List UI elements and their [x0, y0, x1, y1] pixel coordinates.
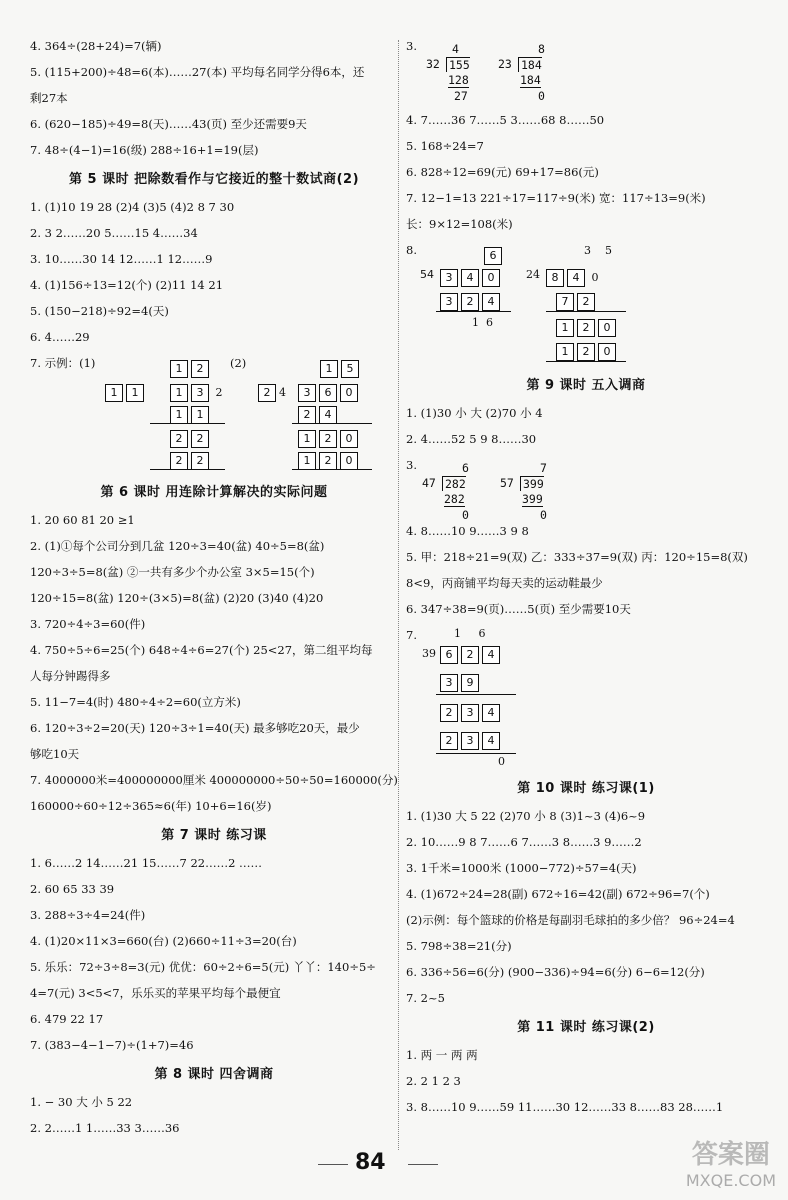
answer-line: 160000÷60÷12÷365≈6(年) 10+6=16(岁)	[30, 799, 272, 813]
answer-line: 2. (1)①每个公司分到几盆 120÷3=40(盆) 40÷5=8(盆)	[30, 539, 325, 553]
footer-rule	[318, 1164, 348, 1165]
puzzle-quotient: 1 2	[170, 357, 212, 378]
column-divider	[398, 40, 399, 1150]
answer-line: 4. 750÷5÷6=25(个) 648÷4÷6=27(个) 25<27，第二组平均每	[30, 643, 373, 657]
answer-line: 120÷3÷5=8(盆) ②一共有多少个办公室 3×5=15(个)	[30, 565, 315, 579]
answer-line: (2)	[230, 356, 247, 370]
answer-line: 5. (115+200)÷48=6(本)……27(本) 平均每名同学分得6本，还	[30, 65, 365, 79]
puzzle-quotient: 1 6	[454, 627, 486, 640]
lesson-heading: 第 6 课时 用连除计算解决的实际问题	[100, 485, 328, 500]
puzzle-quotient: 3 5	[584, 244, 612, 257]
answer-line: 1. 两 一 两 两	[406, 1048, 478, 1062]
answer-line: 6. 828÷12=69(元) 69+17=86(元)	[406, 165, 599, 179]
answer-line: 7. 12−1=13 221÷17=117÷9(米) 宽：117÷13=9(米)	[406, 191, 706, 205]
answer-line: 7. 4000000米=400000000厘米 400000000÷50÷50=160000(分)	[30, 773, 398, 787]
puzzle-divisor: 54	[420, 268, 434, 281]
answer-line: 1. − 30 大 小 5 22	[30, 1095, 133, 1109]
puzzle-dividend: 3 6 0	[298, 381, 361, 402]
page-number: 84	[355, 1150, 386, 1175]
divisor: 32	[426, 57, 440, 71]
answer-line: 2. 10……9 8 7……6 7……3 8……3 9……2	[406, 835, 642, 849]
puzzle-dividend: 1 3 2	[170, 381, 223, 402]
answer-line: 6. 120÷3÷2=20(天) 120÷3÷1=40(天) 最多够吃20天，最少	[30, 721, 360, 735]
puzzle-divisor: 24	[526, 268, 540, 281]
subtrahend: 282	[444, 492, 465, 506]
answer-line: 够吃10天	[30, 747, 80, 761]
answer-line: 4. 8……10 9……3 9 8	[406, 524, 529, 538]
answer-line: 2. 4……52 5 9 8……30	[406, 432, 537, 446]
puzzle-quotient: 1 5	[320, 357, 362, 378]
puzzle-dividend: 3 4 0	[440, 266, 503, 287]
puzzle-product: 3 9	[440, 671, 482, 692]
question-number: 7.	[406, 628, 417, 642]
answer-line: 5. 168÷24=7	[406, 139, 484, 153]
quotient: 6	[462, 461, 469, 475]
question-number: 3.	[406, 458, 417, 472]
lesson-heading: 第 8 课时 四舍调商	[154, 1067, 274, 1082]
puzzle-divisor: 39	[422, 647, 436, 660]
answer-line: 4. (1)672÷24=28(副) 672÷16=42(副) 672÷96=7(个)	[406, 887, 710, 901]
puzzle-remainder: 1 6	[472, 316, 493, 329]
answer-line: 5. 11−7=4(时) 480÷4÷2=60(立方米)	[30, 695, 241, 709]
puzzle-product: 1 2 0	[556, 340, 619, 361]
dividend: 282	[442, 476, 466, 491]
footer-rule	[408, 1164, 438, 1165]
dividend: 399	[520, 476, 544, 491]
puzzle-quotient: 6	[484, 244, 505, 265]
answer-line: 4. 364÷(28+24)=7(辆)	[30, 39, 162, 53]
puzzle-product: 3 2 4	[440, 290, 503, 311]
puzzle-remainder: 1 2 0	[556, 316, 619, 337]
answer-line: 1. 6……2 14……21 15……7 22……2 ……	[30, 856, 263, 870]
puzzle-product: 1 1	[170, 403, 212, 424]
remainder: 0	[540, 508, 547, 522]
subtrahend: 128	[448, 73, 469, 87]
answer-line: 2. 2 1 2 3	[406, 1074, 461, 1088]
dividend: 184	[518, 57, 542, 72]
puzzle-product: 1 2 0	[298, 449, 361, 470]
left-column	[30, 38, 398, 1146]
puzzle-remainder: 1 2 0	[298, 427, 361, 448]
puzzle-dividend: 8 4 0	[546, 266, 599, 287]
answer-line: 6. 4……29	[30, 330, 90, 344]
answer-line: 5. 798÷38=21(分)	[406, 939, 512, 953]
answer-line: 3. 10……30 14 12……1 12……9	[30, 252, 213, 266]
answer-line: 6. (620−185)÷49=8(天)……43(页) 至少还需要9天	[30, 117, 307, 131]
puzzle-zero: 0	[498, 755, 505, 768]
subtrahend: 399	[522, 492, 543, 506]
division-box-puzzles	[406, 242, 766, 370]
puzzle-product: 2 3 4	[440, 729, 503, 750]
answer-line: 7. 48÷(4−1)=16(级) 288÷16+1=19(层)	[30, 143, 259, 157]
answer-line: 2. 2……1 1……33 3……36	[30, 1121, 180, 1135]
answer-line: 3. 1千米=1000米 (1000−772)÷57=4(天)	[406, 861, 637, 875]
lesson-heading: 第 11 课时 练习课(2)	[517, 1020, 655, 1035]
answer-line: 3. 720÷4÷3=60(件)	[30, 617, 146, 631]
long-division	[500, 461, 560, 521]
lesson-heading: 第 5 课时 把除数看作与它接近的整十数试商(2)	[68, 172, 360, 187]
puzzle-dividend: 6 2 4	[440, 643, 503, 664]
long-division	[498, 42, 558, 102]
answer-line: 剩27本	[30, 91, 68, 105]
answer-line: 长：9×12=108(米)	[406, 217, 513, 231]
answer-line: 7. (383−4−1−7)÷(1+7)=46	[30, 1038, 194, 1052]
remainder: 0	[538, 89, 545, 103]
answer-line: 4=7(元) 3<5<7，乐乐买的苹果平均每个最便宜	[30, 986, 281, 1000]
answer-line: 4. (1)20×11×3=660(台) (2)660÷11÷3=20(台)	[30, 934, 297, 948]
long-division-pair	[406, 457, 766, 523]
right-column	[406, 38, 766, 1125]
answer-line: 5. (150−218)÷92=4(天)	[30, 304, 169, 318]
long-division	[422, 461, 482, 521]
answer-line: 1. (1)30 小 大 (2)70 小 4	[406, 406, 543, 420]
answer-line: 120÷15=8(盆) 120÷(3×5)=8(盆) (2)20 (3)40 (4)20	[30, 591, 324, 605]
subtrahend: 184	[520, 73, 541, 87]
lesson-heading: 第 7 课时 练习课	[161, 828, 267, 843]
puzzle-remainder: 2 2	[170, 427, 212, 448]
remainder: 27	[454, 89, 468, 103]
quotient: 8	[538, 42, 545, 56]
answer-line: 6. 336÷56=6(分) (900−336)÷94=6(分) 6−6=12(分)	[406, 965, 705, 979]
answer-line: 1. (1)10 19 28 (2)4 (3)5 (4)2 8 7 30	[30, 200, 235, 214]
watermark-logo: 答案圈	[691, 1140, 770, 1170]
puzzle-product: 7 2	[556, 290, 598, 311]
answer-line: 6. 347÷38=9(页)……5(页) 至少需要10天	[406, 602, 631, 616]
puzzle-product: 2 4	[298, 403, 340, 424]
puzzle-product: 2 2	[170, 449, 212, 470]
answer-line: 1. (1)30 大 5 22 (2)70 小 8 (3)1~3 (4)6~9	[406, 809, 646, 823]
question-number: 8.	[406, 243, 417, 257]
division-box-puzzle	[406, 627, 766, 773]
answer-line: 1. 20 60 81 20 ≥1	[30, 513, 135, 527]
puzzle-divisor: 1 1	[105, 381, 147, 402]
puzzle-divisor: 2 4	[258, 381, 286, 402]
answer-line: 4. 7……36 7……5 3……68 8……50	[406, 113, 605, 127]
answer-line: 8<9，丙商铺平均每天卖的运动鞋最少	[406, 576, 603, 590]
long-division	[426, 42, 486, 102]
answer-line: (2)示例：每个篮球的价格是每副羽毛球拍的多少倍？ 96÷24=4	[406, 913, 735, 927]
answer-line: 5. 甲：218÷21=9(双) 乙：333÷37=9(双) 丙：120÷15=8(双)	[406, 550, 748, 564]
answer-line: 7. 2~5	[406, 991, 445, 1005]
watermark-url: MXQE.COM	[685, 1171, 776, 1190]
dividend: 155	[446, 57, 470, 72]
divisor: 23	[498, 57, 512, 71]
answer-line: 人每分钟踢得多	[30, 669, 111, 683]
long-division-pair	[406, 38, 766, 112]
quotient: 7	[540, 461, 547, 475]
division-box-puzzles	[30, 355, 398, 477]
answer-line: 6. 479 22 17	[30, 1012, 104, 1026]
answer-line: 2. 60 65 33 39	[30, 882, 115, 896]
lesson-heading: 第 10 课时 练习课(1)	[517, 781, 655, 796]
question-number: 3.	[406, 39, 417, 53]
quotient: 4	[452, 42, 459, 56]
divisor: 47	[422, 476, 436, 490]
answer-line: 3. 8……10 9……59 11……30 12……33 8……83 28……1	[406, 1100, 724, 1114]
answer-line: 2. 3 2……20 5……15 4……34	[30, 226, 198, 240]
answer-line: 3. 288÷3÷4=24(件)	[30, 908, 146, 922]
puzzle-remainder: 2 3 4	[440, 701, 503, 722]
watermark	[686, 1134, 776, 1190]
answer-line: 5. 乐乐：72÷3÷8=3(元) 优优：60÷2÷6=5(元) 丫丫：140÷5÷	[30, 960, 376, 974]
lesson-heading: 第 9 课时 五入调商	[526, 378, 646, 393]
divisor: 57	[500, 476, 514, 490]
answer-line: 4. (1)156÷13=12(个) (2)11 14 21	[30, 278, 224, 292]
remainder: 0	[462, 508, 469, 522]
answer-line: 7. 示例：(1)	[30, 356, 96, 370]
